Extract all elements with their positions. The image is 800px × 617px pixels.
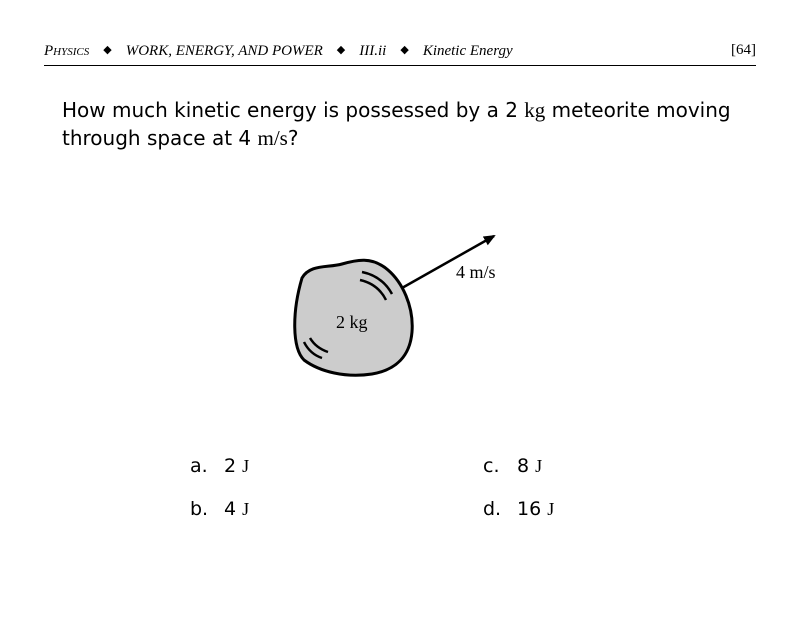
meteorite-diagram bbox=[280, 220, 520, 390]
choice-a[interactable] bbox=[190, 455, 249, 477]
question-part2: meteorite moving through space at 4 bbox=[62, 98, 731, 150]
choice-unit: J bbox=[547, 499, 555, 519]
choice-c[interactable] bbox=[483, 455, 542, 477]
bullet-icon: ◆ bbox=[103, 44, 112, 56]
choice-unit: J bbox=[242, 499, 250, 519]
mass-unit: kg bbox=[524, 98, 546, 122]
choice-unit: J bbox=[242, 456, 250, 476]
question-part1: How much kinetic energy is possessed by a 2 bbox=[62, 98, 525, 122]
breadcrumb bbox=[44, 43, 513, 60]
choice-value: 8 bbox=[517, 455, 530, 477]
choice-letter: d. bbox=[483, 498, 502, 520]
choice-unit: J bbox=[535, 456, 543, 476]
meteorite-figure bbox=[280, 220, 520, 390]
choice-letter: b. bbox=[190, 498, 209, 520]
question-text bbox=[62, 96, 762, 152]
question-part3: ? bbox=[287, 126, 299, 150]
bullet-icon: ◆ bbox=[336, 44, 346, 56]
choice-letter: c. bbox=[483, 455, 500, 477]
page-header bbox=[44, 43, 756, 66]
choice-value: 16 bbox=[517, 498, 542, 520]
mass-label: 2 kg bbox=[336, 312, 368, 332]
choice-value: 4 bbox=[224, 498, 237, 520]
choice-letter: a. bbox=[190, 455, 208, 477]
subject-label: Physics bbox=[44, 43, 90, 59]
bullet-icon: ◆ bbox=[400, 44, 409, 56]
section-label: III.ii bbox=[359, 43, 387, 59]
answer-choices bbox=[190, 455, 610, 535]
velocity-label: 4 m/s bbox=[456, 262, 496, 282]
choice-value: 2 bbox=[224, 455, 237, 477]
choice-b[interactable] bbox=[190, 498, 249, 520]
choice-d[interactable] bbox=[483, 498, 554, 520]
chapter-label: WORK, ENERGY, AND POWER bbox=[125, 43, 323, 59]
speed-unit: m/s bbox=[257, 126, 288, 150]
page-number: [64] bbox=[731, 42, 756, 58]
topic-label: Kinetic Energy bbox=[422, 43, 513, 59]
